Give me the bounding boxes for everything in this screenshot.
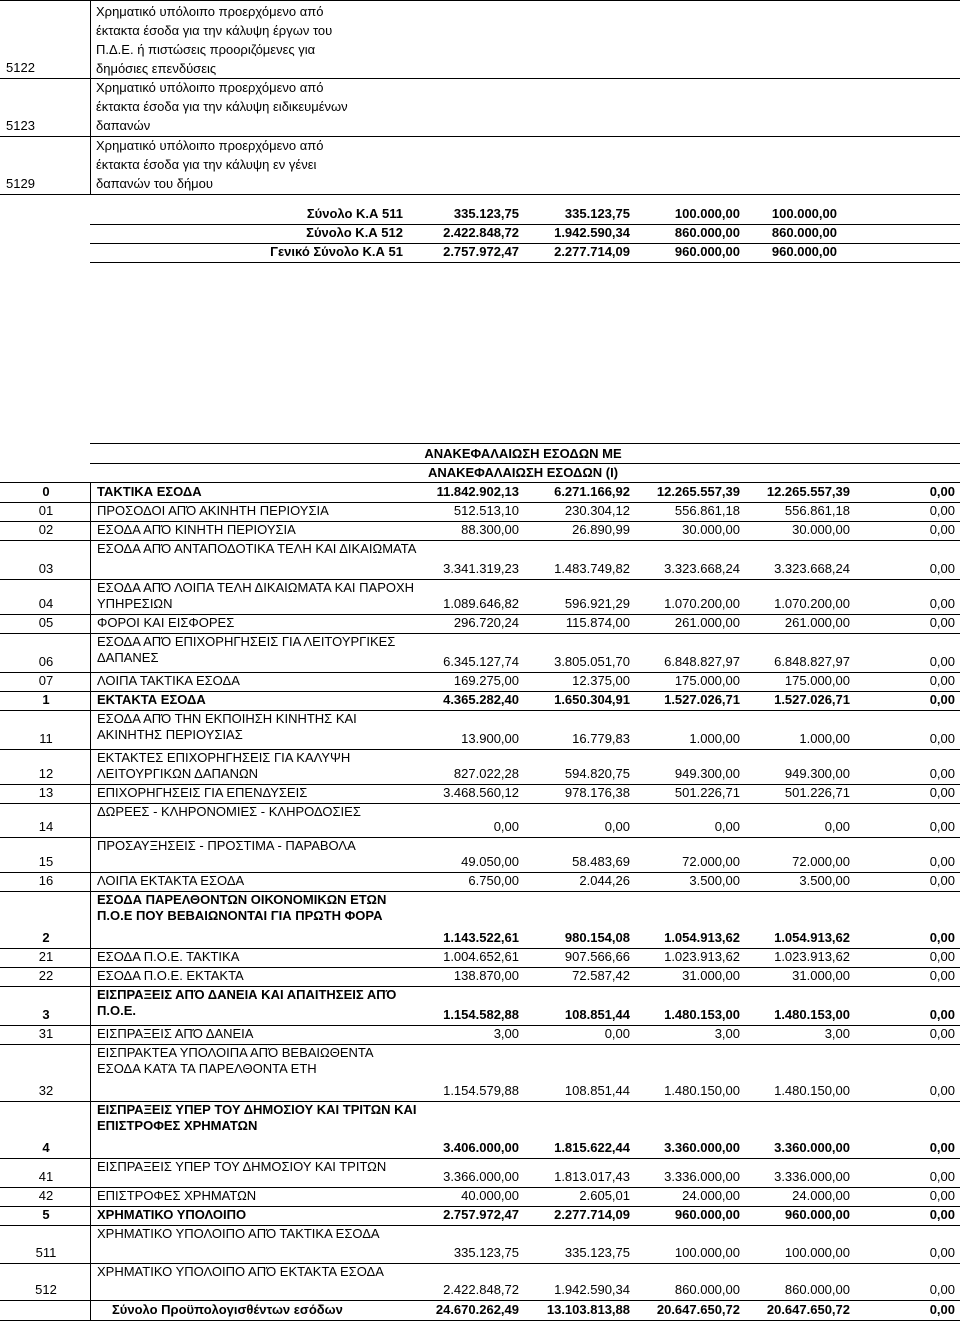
row-value: 501.226,71	[784, 785, 850, 800]
row-value: 6.848.827,97	[664, 654, 740, 669]
summary-value: 2.422.848,72	[443, 225, 519, 240]
row-value: 1.023.913,62	[664, 949, 740, 964]
row-value: 1.480.153,00	[774, 1007, 850, 1022]
table-row	[0, 614, 960, 633]
row-description: ΠΡΟΣΟΔΟΙ ΑΠΌ ΑΚΙΝΗΤΗ ΠΕΡΙΟΥΣΙΑ	[97, 503, 329, 518]
row-description: ΕΙΣΠΡΑΚΤΕΑ ΥΠΟΛΟΙΠΑ ΑΠΌ ΒΕΒΑΙΩΘΕΝΤΑ ΕΣΟΔΑ ΚΑΤΆ ΤΑ ΠΑΡΕΛΘΟΝΤΑ ΕΤΗ	[97, 1045, 373, 1076]
summary-value: 100.000,00	[771, 206, 837, 221]
row-value: 2.422.848,72	[443, 1282, 519, 1297]
row-code: 11	[39, 731, 53, 746]
rule-line	[0, 78, 960, 79]
row-value: 12.375,00	[572, 673, 630, 688]
row-value: 3.360.000,00	[774, 1140, 850, 1155]
row-value: 556.861,18	[784, 503, 850, 518]
row-value: 1.813.017,43	[554, 1169, 630, 1184]
description-line: Χρηματικό υπόλοιπο προερχόμενο από	[96, 80, 324, 95]
row-value: 261.000,00	[674, 615, 740, 630]
table-row	[0, 967, 960, 986]
row-value: 13.900,00	[461, 731, 519, 746]
summary-row	[0, 224, 960, 242]
row-code: 41	[38, 1169, 54, 1184]
row-value: 1.000,00	[799, 731, 850, 746]
row-value: 0,00	[493, 819, 519, 834]
account-code: 5122	[6, 60, 35, 75]
row-description: ΕΙΣΠΡΑΞΕΙΣ ΥΠΕΡ ΤΟΥ ΔΗΜΟΣΙΟΥ ΚΑΙ ΤΡΙΤΩΝ	[97, 1159, 387, 1174]
row-value: 138.870,00	[453, 968, 519, 983]
row-value: 26.890,99	[572, 522, 630, 537]
row-value: 0,00	[929, 854, 955, 869]
row-value: 0,00	[929, 654, 955, 669]
row-value: 31.000,00	[682, 968, 740, 983]
table-row	[0, 710, 960, 749]
row-code: 31	[38, 1026, 54, 1041]
row-description: ΦΟΡΟΙ ΚΑΙ ΕΙΣΦΟΡΕΣ	[97, 615, 235, 630]
row-value: 1.527.026,71	[664, 692, 740, 707]
row-value: 0,00	[929, 1245, 955, 1260]
rule-line	[90, 463, 960, 464]
description-line: έκτακτα έσοδα για την κάλυψη εν γένει	[96, 157, 317, 172]
row-value: 980.154,08	[564, 930, 630, 945]
row-value: 3.336.000,00	[664, 1169, 740, 1184]
account-code: 5123	[6, 118, 35, 133]
row-code: 02	[38, 522, 54, 537]
description-line: Π.Δ.Ε. ή πιστώσεις προοριζόμενες για	[96, 42, 316, 57]
summary-row	[0, 243, 960, 261]
table-row	[0, 837, 960, 872]
row-value: 3.336.000,00	[774, 1169, 850, 1184]
summary-value: 860.000,00	[771, 225, 837, 240]
row-value: 175.000,00	[674, 673, 740, 688]
row-code: 03	[38, 561, 54, 576]
row-value: 1.023.913,62	[774, 949, 850, 964]
row-description: ΠΡΟΣΑΥΞΗΣΕΙΣ - ΠΡΟΣΤΙΜΑ - ΠΑΡΑΒΟΛΑ	[97, 838, 356, 853]
row-code: 05	[38, 615, 54, 630]
row-description: ΕΙΣΠΡΑΞΕΙΣ ΥΠΕΡ ΤΟΥ ΔΗΜΟΣΙΟΥ ΚΑΙ ΤΡΙΤΩΝ ΚΑΙ ΕΠΙΣΤΡΟΦΕΣ ΧΡΗΜΑΤΩΝ	[97, 1102, 417, 1133]
row-description: ΕΣΟΔΑ ΠΑΡΕΛΘΟΝΤΩΝ ΟΙΚΟΝΟΜΙΚΩΝ ΕΤΩΝ Π.Ο.Ε ΠΟΥ ΒΕΒΑΙΩΝΟΝΤΑΙ ΓΙΑ ΠΡΩΤΗ ΦΟΡΑ	[97, 892, 387, 923]
row-description: ΕΚΤΑΚΤΕΣ ΕΠΙΧΟΡΗΓΗΣΕΙΣ ΓΙΑ ΚΑΛΥΨΗ ΛΕΙΤΟΥΡΓΙΚΩΝ ΔΑΠΑΝΩΝ	[97, 750, 351, 781]
table-row	[0, 1044, 960, 1101]
row-value: 1.004.652,61	[443, 949, 519, 964]
row-value: 1.815.622,44	[554, 1140, 630, 1155]
row-value: 2.757.972,47	[443, 1207, 519, 1222]
row-code: 511	[35, 1245, 57, 1260]
row-value: 24.670.262,49	[435, 1302, 519, 1317]
summary-value: 1.942.590,34	[554, 225, 630, 240]
description-line: Χρηματικό υπόλοιπο προερχόμενο από	[96, 138, 324, 153]
section-title: ΑΝΑΚΕΦΑΛΑΙΩΣΗ ΕΣΟΔΩΝ ΜΕ	[424, 446, 622, 461]
row-value: 72.587,42	[572, 968, 630, 983]
row-value: 0,00	[929, 766, 955, 781]
row-value: 72.000,00	[792, 854, 850, 869]
row-value: 0,00	[604, 1026, 630, 1041]
rule-line	[90, 262, 960, 263]
table-row	[0, 1225, 960, 1263]
description-line: δημόσιες επενδύσεις	[96, 61, 217, 76]
row-value: 2.277.714,09	[554, 1207, 630, 1222]
row-value: 1.942.590,34	[554, 1282, 630, 1297]
row-value: 40.000,00	[461, 1188, 519, 1203]
row-code: 16	[38, 873, 54, 888]
table-row	[0, 749, 960, 784]
row-value: 0,00	[824, 819, 850, 834]
table-row	[0, 483, 960, 502]
row-value: 0,00	[929, 1026, 955, 1041]
row-code: 2	[42, 930, 50, 945]
row-value: 0,00	[929, 785, 955, 800]
table-row	[0, 1187, 960, 1206]
row-description: ΕΣΟΔΑ Π.Ο.Ε. ΤΑΚΤΙΚΑ	[97, 949, 240, 964]
row-value: 0,00	[714, 819, 740, 834]
summary-row	[0, 205, 960, 223]
row-value: 3.341.319,23	[443, 561, 519, 576]
row-value: 1.650.304,91	[554, 692, 630, 707]
section-subtitle: ΑΝΑΚΕΦΑΛΑΙΩΣΗ ΕΣΟΔΩΝ (Ι)	[427, 465, 619, 480]
row-value: 0,00	[929, 503, 955, 518]
row-description: ΔΩΡΕΕΣ - ΚΛΗΡΟΝΟΜΙΕΣ - ΚΛΗΡΟΔΟΣΙΕΣ	[97, 804, 361, 819]
row-description: ΤΑΚΤΙΚΑ ΕΣΟΔΑ	[97, 484, 202, 499]
row-value: 58.483,69	[572, 854, 630, 869]
row-value: 4.365.282,40	[443, 692, 519, 707]
row-description: ΕΣΟΔΑ ΑΠΌ ΤΗΝ ΕΚΠΟΙΗΣΗ ΚΙΝΗΤΗΣ ΚΑΙ ΑΚΙΝΗΤΗΣ ΠΕΡΙΟΥΣΙΑΣ	[97, 711, 357, 742]
table-row	[0, 784, 960, 803]
row-description: ΛΟΙΠΑ ΕΚΤΑΚΤΑ ΕΣΟΔΑ	[97, 873, 245, 888]
table-row	[0, 633, 960, 672]
row-value: 0,00	[929, 930, 955, 945]
row-value: 0,00	[929, 873, 955, 888]
rule-line	[0, 0, 960, 1]
summary-label: Σύνολο Κ.Α 512	[306, 225, 403, 240]
row-value: 88.300,00	[461, 522, 519, 537]
row-code: 22	[38, 968, 54, 983]
row-value: 1.143.522,61	[443, 930, 519, 945]
row-value: 0,00	[929, 522, 955, 537]
row-value: 24.000,00	[682, 1188, 740, 1203]
row-value: 0,00	[929, 1169, 955, 1184]
table-row	[0, 521, 960, 540]
row-value: 1.483.749,82	[554, 561, 630, 576]
row-value: 0,00	[929, 819, 955, 834]
row-value: 1.054.913,62	[774, 930, 850, 945]
row-value: 1.089.646,82	[443, 596, 519, 611]
account-code: 5129	[6, 176, 35, 191]
row-code: 4	[42, 1140, 50, 1155]
row-value: 827.022,28	[453, 766, 519, 781]
row-value: 20.647.650,72	[766, 1302, 850, 1317]
table-row	[0, 1206, 960, 1225]
row-value: 3.500,00	[799, 873, 850, 888]
row-value: 0,00	[929, 561, 955, 576]
row-value: 960.000,00	[784, 1207, 850, 1222]
row-description: ΕΙΣΠΡΑΞΕΙΣ ΑΠΌ ΔΑΝΕΙΑ	[97, 1026, 254, 1041]
row-value: 49.050,00	[461, 854, 519, 869]
row-value: 108.851,44	[564, 1083, 630, 1098]
row-value: 1.480.150,00	[664, 1083, 740, 1098]
row-description: ΕΠΙΧΟΡΗΓΗΣΕΙΣ ΓΙΑ ΕΠΕΝΔΥΣΕΙΣ	[97, 785, 308, 800]
row-value: 72.000,00	[682, 854, 740, 869]
row-value: 3.468.560,12	[443, 785, 519, 800]
row-value: 978.176,38	[564, 785, 630, 800]
row-value: 960.000,00	[674, 1207, 740, 1222]
row-value: 3.360.000,00	[664, 1140, 740, 1155]
table-row	[0, 872, 960, 891]
row-code: 04	[38, 596, 54, 611]
row-description: ΕΣΟΔΑ ΑΠΌ ΚΙΝΗΤΗ ΠΕΡΙΟΥΣΙΑ	[97, 522, 296, 537]
row-value: 6.271.166,92	[554, 484, 630, 499]
summary-value: 960.000,00	[674, 244, 740, 259]
row-value: 230.304,12	[564, 503, 630, 518]
row-value: 11.842.902,13	[436, 484, 519, 499]
row-value: 907.566,66	[564, 949, 630, 964]
row-value: 296.720,24	[453, 615, 519, 630]
row-value: 175.000,00	[784, 673, 850, 688]
table-row	[0, 502, 960, 521]
row-value: 0,00	[929, 1282, 955, 1297]
table-row	[0, 540, 960, 579]
row-value: 0,00	[929, 692, 955, 707]
summary-label: Γενικό Σύνολο Κ.Α 51	[270, 244, 403, 259]
row-value: 512.513,10	[453, 503, 519, 518]
row-value: 13.103.813,88	[546, 1302, 630, 1317]
summary-value: 2.277.714,09	[554, 244, 630, 259]
summary-value: 960.000,00	[771, 244, 837, 259]
row-value: 3.366.000,00	[443, 1169, 519, 1184]
description-line: δαπανών του δήμου	[96, 176, 214, 191]
row-value: 3.323.668,24	[774, 561, 850, 576]
row-value: 3,00	[714, 1026, 740, 1041]
summary-label: Σύνολο Κ.Α 511	[306, 206, 403, 221]
row-value: 261.000,00	[784, 615, 850, 630]
row-description: ΕΚΤΑΚΤΑ ΕΣΟΔΑ	[97, 692, 206, 707]
summary-value: 2.757.972,47	[443, 244, 519, 259]
description-line: Χρηματικό υπόλοιπο προερχόμενο από	[96, 4, 324, 19]
table-row	[0, 579, 960, 614]
row-code: 01	[38, 503, 54, 518]
row-code: 512	[35, 1282, 57, 1297]
row-code: 15	[38, 854, 54, 869]
row-value: 3.805.051,70	[554, 654, 630, 669]
table-row	[0, 691, 960, 710]
row-value: 335.123,75	[564, 1245, 630, 1260]
row-value: 860.000,00	[674, 1282, 740, 1297]
table-row	[0, 948, 960, 967]
row-value: 0,00	[929, 731, 955, 746]
row-value: 1.070.200,00	[664, 596, 740, 611]
table-row	[0, 891, 960, 948]
row-code: 13	[38, 785, 54, 800]
row-value: 0,00	[929, 484, 955, 499]
summary-value: 335.123,75	[453, 206, 519, 221]
row-value: 3.406.000,00	[443, 1140, 519, 1155]
row-value: 0,00	[929, 615, 955, 630]
row-value: 949.300,00	[674, 766, 740, 781]
row-value: 31.000,00	[792, 968, 850, 983]
row-code: 42	[38, 1188, 54, 1203]
row-description: ΕΣΟΔΑ ΑΠΌ ΛΟΙΠΑ ΤΕΛΗ ΔΙΚΑΙΩΜΑΤΑ ΚΑΙ ΠΑΡΟΧΗ ΥΠΗΡΕΣΙΩΝ	[97, 580, 415, 611]
row-code: 07	[38, 673, 54, 688]
row-value: 20.647.650,72	[656, 1302, 740, 1317]
description-line: έκτακτα έσοδα για την κάλυψη ειδικευμένων	[96, 99, 348, 114]
row-value: 335.123,75	[453, 1245, 519, 1260]
row-value: 16.779,83	[572, 731, 630, 746]
row-value: 1.480.150,00	[774, 1083, 850, 1098]
rule-line	[90, 443, 960, 444]
row-code: 1	[42, 692, 50, 707]
row-value: 24.000,00	[792, 1188, 850, 1203]
row-code: 3	[42, 1007, 50, 1022]
row-value: 6.848.827,97	[774, 654, 850, 669]
table-row	[0, 1263, 960, 1300]
account-description	[96, 2, 396, 78]
row-value: 2.044,26	[579, 873, 630, 888]
description-line: έκτακτα έσοδα για την κάλυψη έργων του	[96, 23, 333, 38]
row-code: 21	[38, 949, 54, 964]
description-line: δαπανών	[96, 118, 151, 133]
row-value: 501.226,71	[674, 785, 740, 800]
row-value: 1.154.582,88	[443, 1007, 519, 1022]
row-value: 0,00	[929, 1083, 955, 1098]
row-code: 5	[42, 1207, 50, 1222]
row-value: 0,00	[929, 1140, 955, 1155]
row-value: 2.605,01	[579, 1188, 630, 1203]
row-description: ΕΣΟΔΑ ΑΠΌ ΕΠΙΧΟΡΗΓΗΣΕΙΣ ΓΙΑ ΛΕΙΤΟΥΡΓΙΚΕΣ ΔΑΠΑΝΕΣ	[97, 634, 396, 665]
row-value: 0,00	[929, 1188, 955, 1203]
row-value: 0,00	[929, 596, 955, 611]
row-value: 0,00	[929, 968, 955, 983]
row-value: 3,00	[493, 1026, 519, 1041]
table-row	[0, 672, 960, 691]
table-row	[0, 1158, 960, 1187]
row-value: 12.265.557,39	[656, 484, 740, 499]
row-code: 14	[38, 819, 54, 834]
row-value: 6.750,00	[468, 873, 519, 888]
row-value: 0,00	[929, 1207, 955, 1222]
row-code: 32	[38, 1083, 54, 1098]
row-value: 30.000,00	[792, 522, 850, 537]
row-value: 1.070.200,00	[774, 596, 850, 611]
row-value: 100.000,00	[784, 1245, 850, 1260]
row-value: 1.480.153,00	[664, 1007, 740, 1022]
row-value: 115.874,00	[565, 615, 630, 630]
summary-value: 100.000,00	[674, 206, 740, 221]
row-value: 169.275,00	[453, 673, 519, 688]
table-row	[0, 1101, 960, 1158]
row-code: 0	[42, 484, 50, 499]
row-description: ΧΡΗΜΑΤΙΚΟ ΥΠΟΛΟΙΠΟ ΑΠΌ ΕΚΤΑΚΤΑ ΕΣΟΔΑ	[97, 1264, 384, 1279]
row-value: 1.527.026,71	[774, 692, 850, 707]
grand-total-row	[0, 1300, 960, 1320]
row-value: 949.300,00	[784, 766, 850, 781]
rule-line	[0, 194, 960, 195]
row-value: 12.265.557,39	[766, 484, 850, 499]
table-row	[0, 803, 960, 837]
row-value: 100.000,00	[674, 1245, 740, 1260]
row-value: 0,00	[604, 819, 630, 834]
row-description: ΧΡΗΜΑΤΙΚΟ ΥΠΟΛΟΙΠΟ ΑΠΌ ΤΑΚΤΙΚΑ ΕΣΟΔΑ	[97, 1226, 380, 1241]
row-value: 596.921,29	[564, 596, 630, 611]
account-description	[96, 136, 396, 193]
row-description: ΕΙΣΠΡΑΞΕΙΣ ΑΠΌ ΔΑΝΕΙΑ ΚΑΙ ΑΠΑΙΤΗΣΕΙΣ ΑΠΌ Π.Ο.Ε.	[97, 987, 397, 1018]
row-value: 108.851,44	[564, 1007, 630, 1022]
table-row	[0, 1025, 960, 1044]
summary-value: 860.000,00	[674, 225, 740, 240]
rule-line	[90, 0, 91, 195]
row-value: 6.345.127,74	[443, 654, 519, 669]
row-value: 0,00	[929, 949, 955, 964]
row-description: ΕΣΟΔΑ Π.Ο.Ε. ΕΚΤΑΚΤΑ	[97, 968, 244, 983]
row-value: 1.054.913,62	[664, 930, 740, 945]
row-value: 1.000,00	[689, 731, 740, 746]
row-description: ΕΣΟΔΑ ΑΠΌ ΑΝΤΑΠΟΔΟΤΙΚΑ ΤΕΛΗ ΚΑΙ ΔΙΚΑΙΩΜΑΤΑ	[97, 541, 417, 556]
summary-value: 335.123,75	[564, 206, 630, 221]
row-value: 3.500,00	[689, 873, 740, 888]
row-value: 594.820,75	[564, 766, 630, 781]
row-value: 0,00	[929, 673, 955, 688]
row-value: 556.861,18	[674, 503, 740, 518]
row-code: 12	[38, 766, 54, 781]
row-value: 30.000,00	[682, 522, 740, 537]
row-value: 1.154.579,88	[443, 1083, 519, 1098]
table-row	[0, 986, 960, 1025]
account-description	[96, 78, 396, 135]
row-value: 0,00	[929, 1302, 955, 1317]
row-value: 3.323.668,24	[664, 561, 740, 576]
rule-line	[90, 483, 91, 1321]
rule-line	[0, 136, 960, 137]
row-value: 3,00	[824, 1026, 850, 1041]
row-value: 860.000,00	[784, 1282, 850, 1297]
row-description: ΕΠΙΣΤΡΟΦΕΣ ΧΡΗΜΑΤΩΝ	[97, 1188, 257, 1203]
rule-line	[90, 224, 960, 225]
row-description: ΧΡΗΜΑΤΙΚΟ ΥΠΟΛΟΙΠΟ	[97, 1207, 247, 1222]
row-description: Σύνολο Προϋπολογισθέντων εσόδων	[112, 1302, 343, 1317]
row-code: 06	[38, 654, 54, 669]
row-value: 0,00	[929, 1007, 955, 1022]
row-description: ΛΟΙΠΑ ΤΑΚΤΙΚΑ ΕΣΟΔΑ	[97, 673, 240, 688]
